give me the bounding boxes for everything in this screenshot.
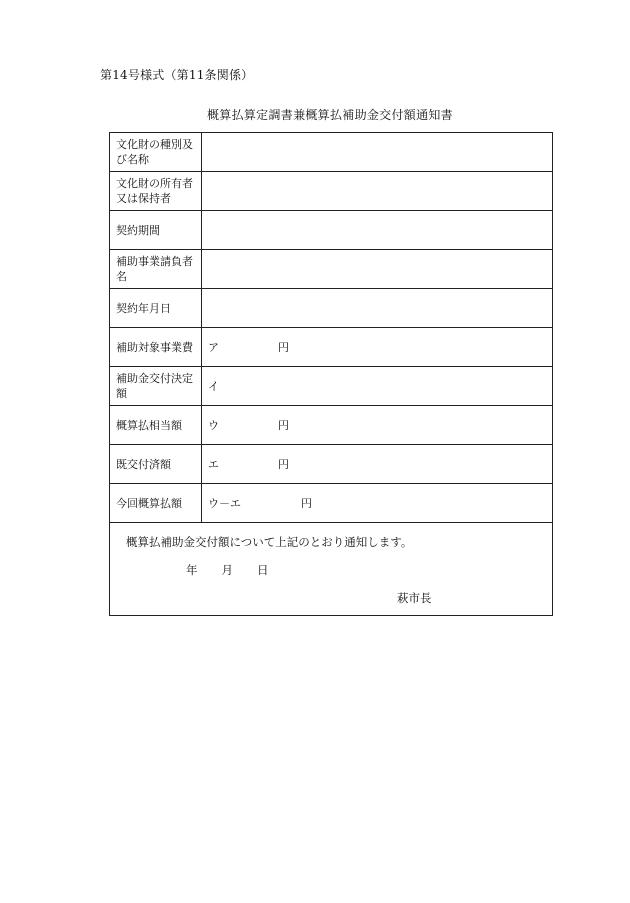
row-label-already-paid: 既交付済額 xyxy=(110,445,202,484)
value-property-type xyxy=(202,133,553,172)
row-label-contract-date: 契約年月日 xyxy=(110,289,202,328)
document-title: 概算払算定調書兼概算払補助金交付額通知書 xyxy=(206,108,453,122)
row-label-contract-period: 契約期間 xyxy=(110,211,202,250)
notice-text: 概算払補助金交付額について上記のとおり通知します。 xyxy=(126,535,413,549)
table-row xyxy=(110,211,553,250)
table-row xyxy=(110,328,553,367)
table-row xyxy=(110,289,553,328)
yen-unit: 円 xyxy=(278,340,289,354)
table-row xyxy=(110,133,553,172)
row-label-current-advance: 今回概算払額 xyxy=(110,484,202,523)
table-row xyxy=(110,445,553,484)
yen-unit: 円 xyxy=(301,496,312,510)
signer: 萩市長 xyxy=(397,591,432,605)
yen-unit: 円 xyxy=(278,457,289,471)
amount-prefix: イ xyxy=(208,379,219,393)
notice-cell xyxy=(110,523,553,616)
date-day: 日 xyxy=(257,563,269,577)
value-advance-equivalent xyxy=(202,406,553,445)
date-year: 年 xyxy=(186,563,198,577)
table-row xyxy=(110,250,553,289)
amount-prefix: ウ xyxy=(208,418,219,432)
table-row xyxy=(110,484,553,523)
form-table xyxy=(109,132,553,616)
value-current-advance xyxy=(202,484,553,523)
value-contractor xyxy=(202,250,553,289)
date-month: 月 xyxy=(221,563,233,577)
date-line xyxy=(186,563,269,578)
value-contract-date xyxy=(202,289,553,328)
table-row xyxy=(110,367,553,406)
table-row-notice xyxy=(110,523,553,616)
row-label-grant-decision: 補助金交付決定額 xyxy=(110,367,202,406)
amount-prefix: ウ－エ xyxy=(208,496,241,510)
value-owner xyxy=(202,172,553,211)
row-label-advance-equivalent: 概算払相当額 xyxy=(110,406,202,445)
row-label-owner: 文化財の所有者又は保持者 xyxy=(110,172,202,211)
value-contract-period xyxy=(202,211,553,250)
row-label-subsidized-cost: 補助対象事業費 xyxy=(110,328,202,367)
yen-unit: 円 xyxy=(278,418,289,432)
row-label-contractor: 補助事業請負者名 xyxy=(110,250,202,289)
table-row xyxy=(110,406,553,445)
amount-prefix: エ xyxy=(208,457,219,471)
value-already-paid xyxy=(202,445,553,484)
amount-prefix: ア xyxy=(208,340,219,354)
value-grant-decision xyxy=(202,367,553,406)
row-label-property-type: 文化財の種別及び名称 xyxy=(110,133,202,172)
table-row xyxy=(110,172,553,211)
value-subsidized-cost xyxy=(202,328,553,367)
form-number: 第14号様式（第11条関係） xyxy=(100,68,254,82)
